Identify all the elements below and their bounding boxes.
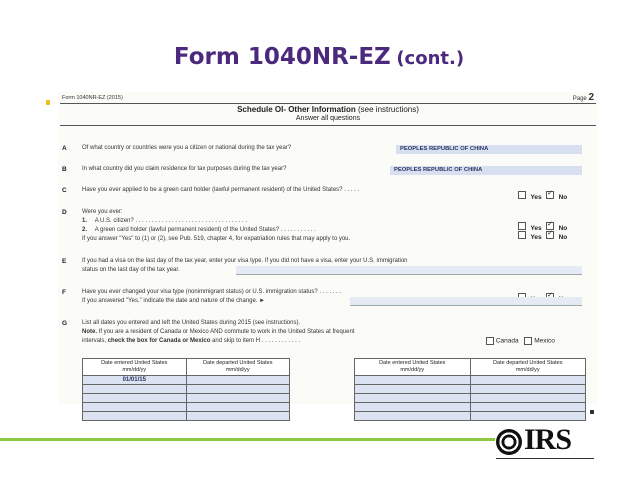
schedule-title (58, 105, 598, 114)
visa-change-details-input[interactable] (350, 297, 582, 306)
residence-country-input[interactable]: PEOPLES REPUBLIC OF CHINA (390, 166, 582, 175)
divider (60, 125, 596, 126)
date-entered-cell[interactable] (355, 385, 471, 394)
green-card-holder-options (518, 226, 567, 244)
date-departed-cell[interactable] (470, 394, 586, 403)
yes-label: Yes (530, 234, 542, 241)
table-header-row (83, 359, 290, 376)
table-row (83, 385, 290, 394)
table-row (355, 385, 586, 394)
dates-table-left (82, 358, 290, 421)
yes-label: Yes (530, 225, 542, 232)
slide-title-sub: (cont.) (396, 48, 465, 69)
question-c: Have you ever applied to be a green card holder (lawful permanent resident) of the United States? . . . . . (82, 187, 360, 193)
date-departed-cell[interactable] (470, 412, 586, 421)
item-letter-a: A (62, 145, 67, 152)
slide-title-main: Form 1040NR-EZ (173, 44, 391, 70)
date-departed-cell[interactable] (470, 385, 586, 394)
irs-logo (496, 423, 594, 461)
canada-label: Canada (495, 337, 519, 345)
no-label: No (558, 194, 568, 201)
question-g-line3-start: intervals, (82, 338, 108, 344)
column-header-entered (355, 359, 471, 376)
col-title: Date entered United States (101, 360, 168, 366)
no-label: No (558, 234, 568, 241)
col-format: mm/dd/yy (400, 367, 425, 373)
item-letter-e: E (62, 258, 67, 265)
question-g-line3 (82, 338, 300, 344)
yes-label: Yes (530, 194, 542, 201)
form-1040nr-ez-page2 (58, 92, 598, 404)
canada-checkbox[interactable] (486, 337, 494, 345)
table-row (83, 376, 290, 385)
citizenship-country-input[interactable]: PEOPLES REPUBLIC OF CHINA (396, 145, 582, 154)
item-letter-d: D (62, 209, 67, 216)
date-entered-cell[interactable] (355, 403, 471, 412)
date-departed-cell[interactable] (186, 394, 290, 403)
date-departed-cell[interactable] (470, 376, 586, 385)
col-title: Date departed United States (203, 360, 273, 366)
column-header-entered (83, 359, 187, 376)
question-d-note: If you answer "Yes" to (1) or (2), see Pub. 519, chapter 4, for expatriation rules that may apply to you. (82, 236, 351, 242)
item-letter-f: F (62, 289, 66, 296)
date-departed-cell[interactable] (186, 412, 290, 421)
footer-accent-bar (0, 438, 495, 441)
date-entered-cell[interactable] (83, 412, 187, 421)
green-card-no-checkbox[interactable] (546, 191, 554, 199)
question-d-1 (82, 218, 247, 224)
col-title: Date departed United States (493, 360, 563, 366)
slide-title (0, 44, 638, 70)
question-e-line1: If you had a visa on the last day of the tax year, enter your visa type. If you did not have a visa, enter your U.S. immigration (82, 258, 408, 264)
mexico-checkbox[interactable] (524, 337, 532, 345)
question-g-line2-text: If you are a resident of Canada or Mexico AND commute to work in the United States at frequent (97, 329, 355, 335)
item-number: 2. (82, 227, 88, 233)
form-page-number (573, 92, 594, 103)
question-g-line1: List all dates you entered and left the United States during 2015 (see instructions). (82, 320, 301, 326)
date-entered-cell[interactable] (83, 385, 187, 394)
col-format: mm/dd/yy (225, 367, 250, 373)
col-title: Date entered United States (379, 360, 446, 366)
table-row (83, 403, 290, 412)
date-departed-cell[interactable] (186, 403, 290, 412)
table-row (355, 376, 586, 385)
date-departed-cell[interactable] (470, 403, 586, 412)
green-card-holder-no-checkbox[interactable] (546, 231, 554, 239)
irs-logo-text: IRS (524, 423, 572, 456)
question-a: Of what country or countries were you a citizen or national during the tax year? (82, 145, 292, 151)
question-d-1-text: A U.S. citizen? . . . . . . . . . . . . . . . . . . . . . . . . . . . . . . . . . . (94, 218, 248, 224)
question-g-line3-end: and skip to item H . . . . . . . . . . . . (210, 338, 301, 344)
no-label: No (558, 225, 568, 232)
table-header-row (355, 359, 586, 376)
column-header-departed (186, 359, 290, 376)
question-d-2-text: A green card holder (lawful permanent resident) of the United States? . . . . . . . . . . . (94, 227, 316, 233)
schedule-title-see: (see instructions) (358, 105, 419, 114)
question-d-intro: Were you ever: (82, 209, 123, 215)
column-header-departed (470, 359, 586, 376)
commuter-options (486, 337, 555, 345)
divider (60, 103, 596, 104)
page-label: Page (572, 96, 587, 102)
table-row (83, 412, 290, 421)
date-departed-cell[interactable] (186, 385, 290, 394)
page-num: 2 (588, 92, 594, 103)
green-card-yes-checkbox[interactable] (518, 191, 526, 199)
table-row (355, 403, 586, 412)
date-entered-cell[interactable]: 01/01/15 (83, 376, 187, 385)
form-header-left: Form 1040NR-EZ (2015) (62, 95, 123, 101)
col-format: mm/dd/yy (122, 367, 147, 373)
table-row (355, 412, 586, 421)
date-entered-cell[interactable] (83, 394, 187, 403)
date-entered-cell[interactable] (83, 403, 187, 412)
question-d-2 (82, 227, 316, 233)
note-label: Note. (82, 329, 97, 335)
bullet-marker (46, 100, 50, 105)
schedule-title-text: Schedule OI- Other Information (237, 105, 356, 114)
date-entered-cell[interactable] (355, 394, 471, 403)
col-format: mm/dd/yy (515, 367, 540, 373)
item-number: 1. (82, 218, 88, 224)
item-letter-g: G (62, 320, 68, 327)
schedule-subtitle: Answer all questions (295, 115, 361, 122)
divider (590, 410, 594, 414)
green-card-holder-yes-checkbox[interactable] (518, 231, 526, 239)
date-departed-cell[interactable] (186, 376, 290, 385)
date-entered-cell[interactable] (355, 376, 471, 385)
question-g-line2 (82, 329, 354, 335)
green-card-applied-options (518, 186, 567, 204)
table-row (355, 394, 586, 403)
question-e-line2: status on the last day of the tax year. (82, 267, 180, 273)
mexico-label: Mexico (534, 337, 555, 345)
item-letter-b: B (62, 166, 67, 173)
question-f-line1: Have you ever changed your visa type (nonimmigrant status) or U.S. immigration status? . . . . . . . (82, 289, 342, 295)
divider (496, 458, 594, 459)
irs-eagle-seal-icon (496, 429, 522, 455)
dates-table-right (354, 358, 586, 421)
date-entered-cell[interactable] (355, 412, 471, 421)
question-f-line2: If you answered "Yes," indicate the date and nature of the change. ► (82, 298, 266, 304)
question-b: In what country did you claim residence for tax purposes during the tax year? (82, 166, 287, 172)
table-row (83, 394, 290, 403)
item-letter-c: C (62, 187, 67, 194)
visa-type-input[interactable] (236, 266, 582, 275)
question-g-line3-bold: check the box for Canada or Mexico (107, 338, 211, 344)
